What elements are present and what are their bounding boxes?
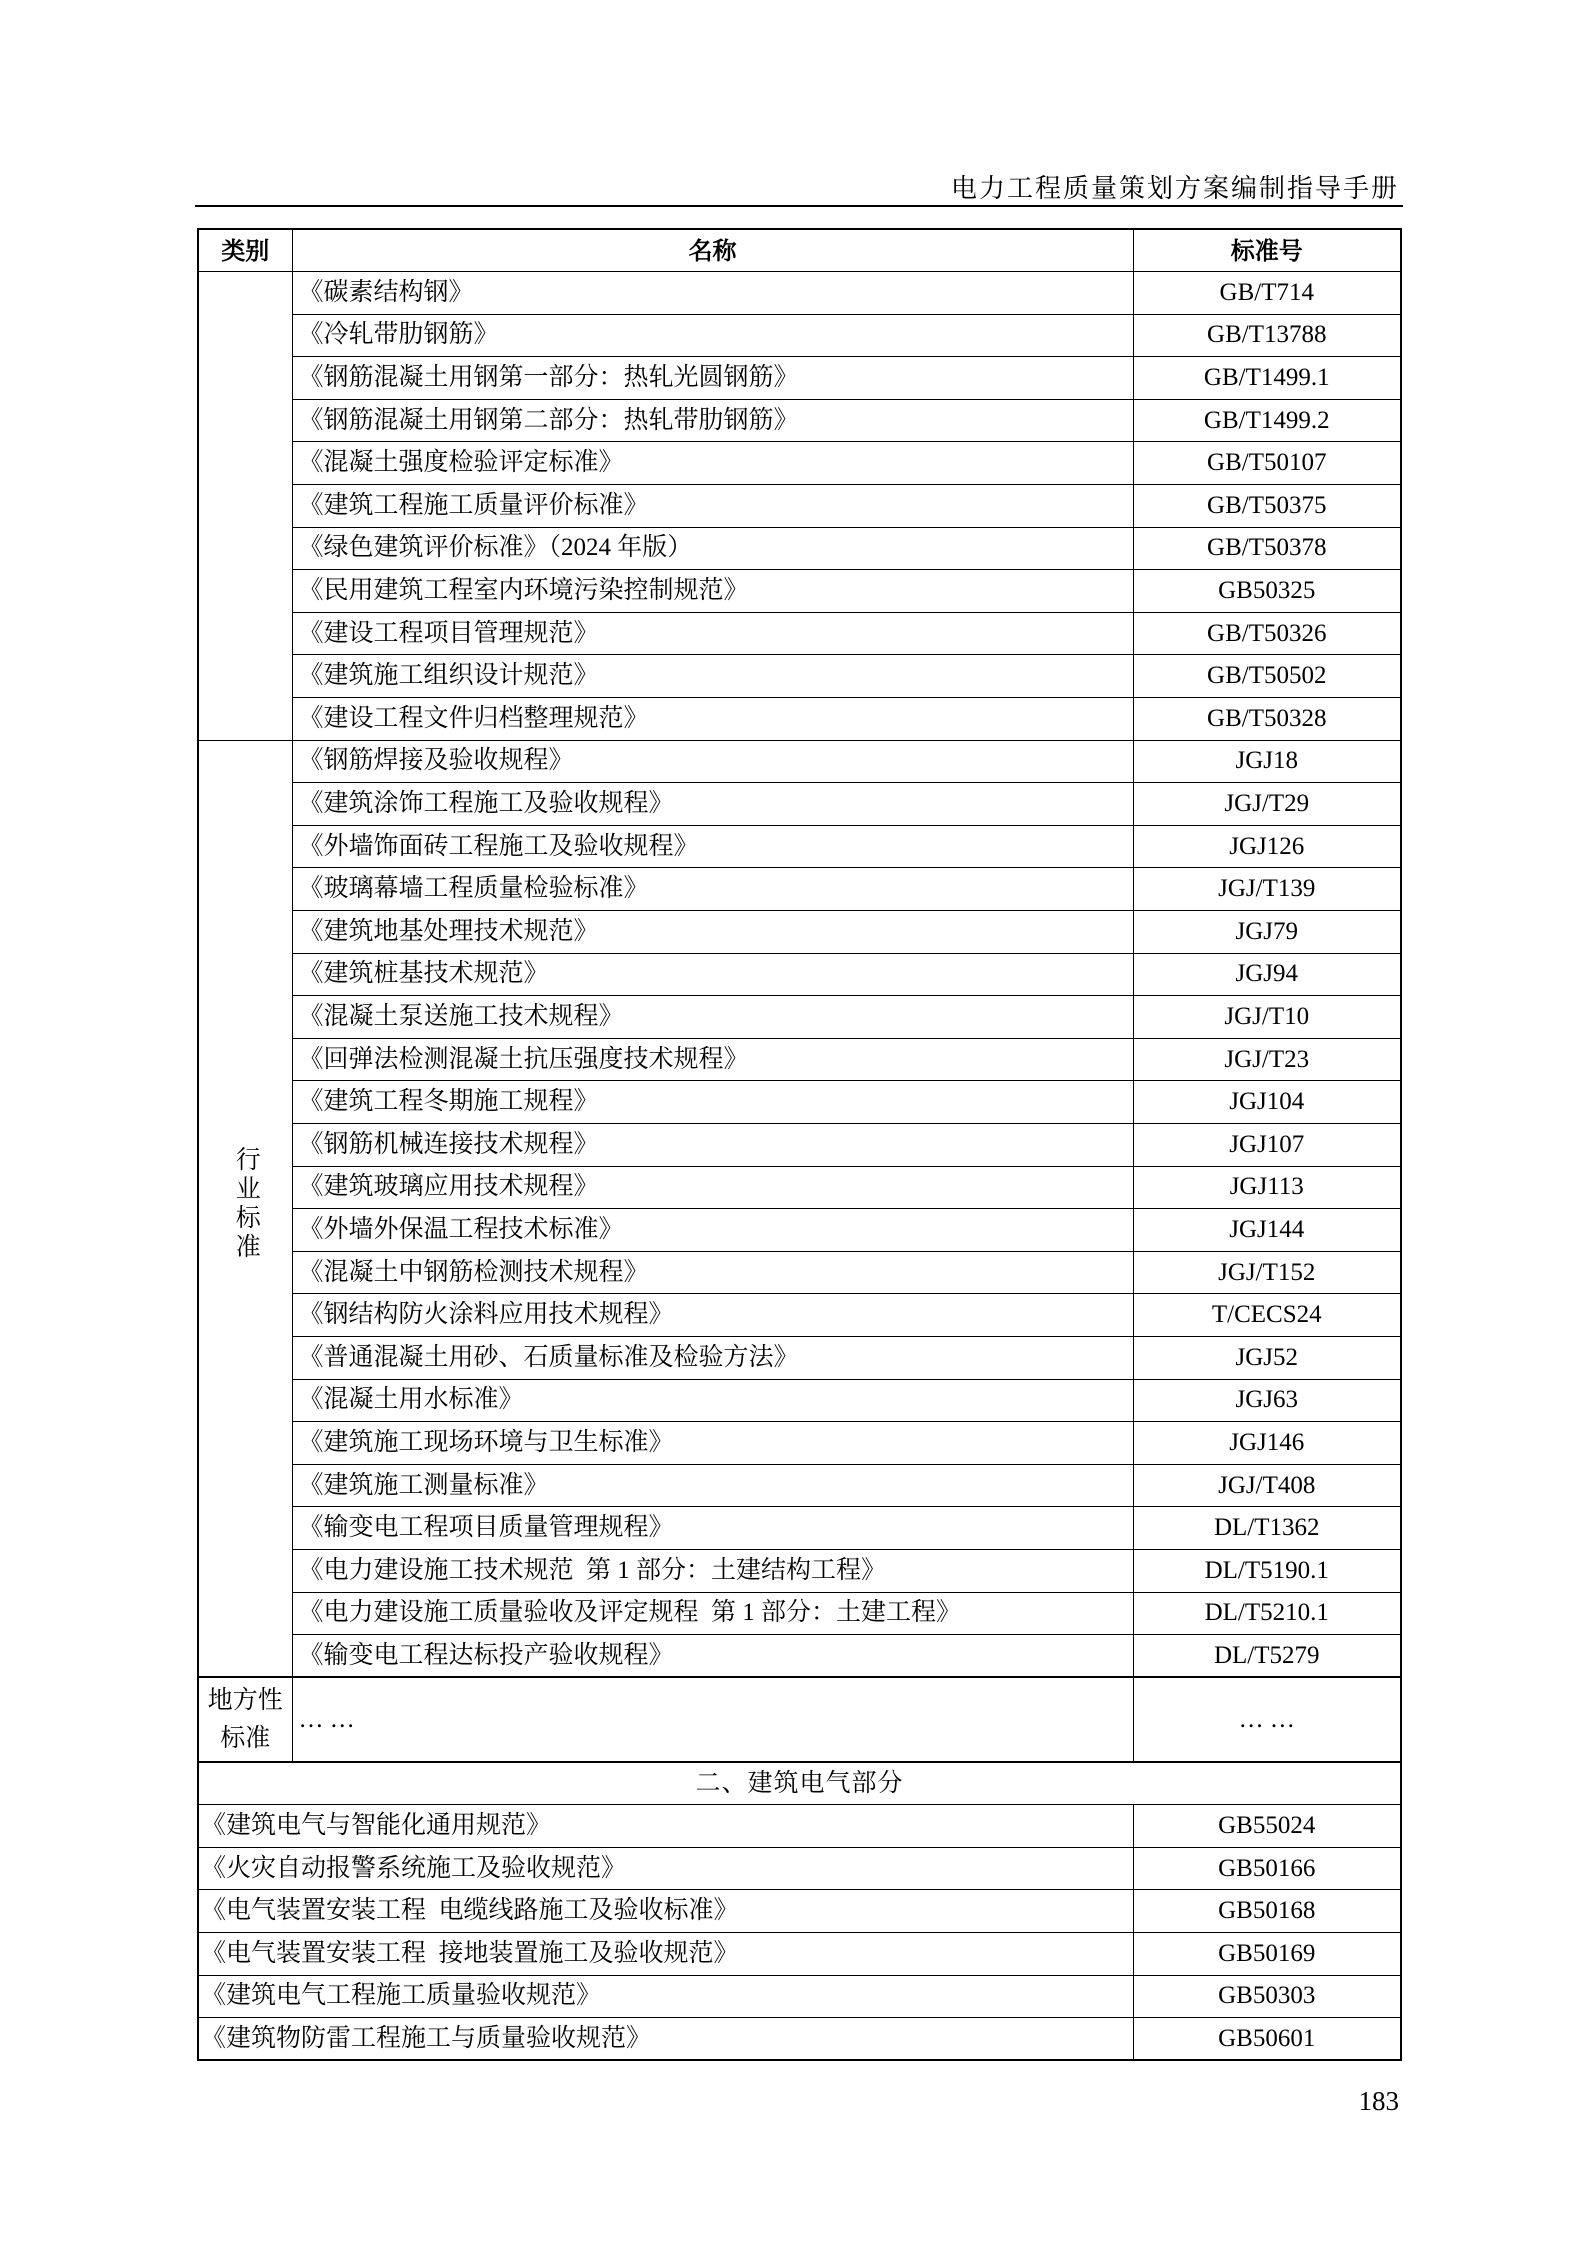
standard-code: JGJ144 <box>1133 1209 1401 1252</box>
table-row <box>198 1464 1401 1507</box>
table-row <box>198 1379 1401 1422</box>
standard-name: 《玻璃幕墙工程质量检验标准》 <box>292 868 1133 911</box>
table-row <box>198 1422 1401 1465</box>
standard-code: T/CECS24 <box>1133 1294 1401 1337</box>
standard-code: GB/T13788 <box>1133 314 1401 357</box>
standard-name: 《建筑涂饰工程施工及验收规程》 <box>292 783 1133 826</box>
table-row <box>198 485 1401 528</box>
category-cell <box>198 272 292 741</box>
standard-code: GB/T1499.1 <box>1133 357 1401 400</box>
standard-code: JGJ/T139 <box>1133 868 1401 911</box>
category-cell <box>198 740 292 1677</box>
local-standard-code: … … <box>1133 1677 1401 1762</box>
table-row <box>198 698 1401 741</box>
local-category-label: 地方性标准 <box>198 1677 292 1762</box>
table-row <box>198 1847 1401 1890</box>
page-number: 183 <box>1358 2086 1399 2116</box>
table-header-row <box>198 229 1401 272</box>
standard-name: 《钢结构防火涂料应用技术规程》 <box>292 1294 1133 1337</box>
standard-name: 《钢筋混凝土用钢第一部分：热轧光圆钢筋》 <box>292 357 1133 400</box>
standard-code: GB/T50328 <box>1133 698 1401 741</box>
standard-code: JGJ63 <box>1133 1379 1401 1422</box>
table-row <box>198 1123 1401 1166</box>
standard-code: JGJ/T29 <box>1133 783 1401 826</box>
standard-name: 《钢筋焊接及验收规程》 <box>292 740 1133 783</box>
standard-code: JGJ18 <box>1133 740 1401 783</box>
table-row <box>198 1635 1401 1678</box>
standard-code: JGJ107 <box>1133 1123 1401 1166</box>
table-row <box>198 570 1401 613</box>
standard-name: 《电气装置安装工程 电缆线路施工及验收标准》 <box>198 1890 1133 1933</box>
standard-name: 《冷轧带肋钢筋》 <box>292 314 1133 357</box>
standard-code: JGJ/T152 <box>1133 1251 1401 1294</box>
standard-name: 《建筑施工测量标准》 <box>292 1464 1133 1507</box>
table-row <box>198 1975 1401 2018</box>
standard-code: GB50601 <box>1133 2018 1401 2061</box>
table-row <box>198 399 1401 442</box>
standards-table <box>197 228 1402 2061</box>
standard-code: JGJ113 <box>1133 1166 1401 1209</box>
standard-code: GB/T50107 <box>1133 442 1401 485</box>
table-row <box>198 314 1401 357</box>
standard-code: GB50166 <box>1133 1847 1401 1890</box>
standard-code: JGJ/T23 <box>1133 1038 1401 1081</box>
standard-name: 《外墙外保温工程技术标准》 <box>292 1209 1133 1252</box>
column-header-code: 标准号 <box>1133 229 1401 272</box>
standard-code: DL/T5279 <box>1133 1635 1401 1678</box>
standard-code: GB55024 <box>1133 1805 1401 1848</box>
table-row <box>198 783 1401 826</box>
standard-name: 《建筑电气与智能化通用规范》 <box>198 1805 1133 1848</box>
standard-code: JGJ104 <box>1133 1081 1401 1124</box>
standard-code: DL/T5190.1 <box>1133 1549 1401 1592</box>
standard-name: 《建筑工程施工质量评价标准》 <box>292 485 1133 528</box>
table-row <box>198 612 1401 655</box>
standard-name: 《钢筋混凝土用钢第二部分：热轧带肋钢筋》 <box>292 399 1133 442</box>
table-row <box>198 868 1401 911</box>
column-header-category: 类别 <box>198 229 292 272</box>
standard-code: JGJ/T408 <box>1133 1464 1401 1507</box>
standard-name: 《电力建设施工质量验收及评定规程 第 1 部分：土建工程》 <box>292 1592 1133 1635</box>
standard-name: 《混凝土中钢筋检测技术规程》 <box>292 1251 1133 1294</box>
standard-code: GB/T1499.2 <box>1133 399 1401 442</box>
standard-name: 《混凝土强度检验评定标准》 <box>292 442 1133 485</box>
standard-name: 《建设工程文件归档整理规范》 <box>292 698 1133 741</box>
standard-name: 《建筑物防雷工程施工与质量验收规范》 <box>198 2018 1133 2061</box>
table-row <box>198 996 1401 1039</box>
standard-name: 《建筑电气工程施工质量验收规范》 <box>198 1975 1133 2018</box>
standard-name: 《民用建筑工程室内环境污染控制规范》 <box>292 570 1133 613</box>
standard-code: JGJ146 <box>1133 1422 1401 1465</box>
standard-name: 《电气装置安装工程 接地装置施工及验收规范》 <box>198 1933 1133 1976</box>
table-row <box>198 1038 1401 1081</box>
table-row <box>198 442 1401 485</box>
standard-code: GB/T50502 <box>1133 655 1401 698</box>
table-row <box>198 1081 1401 1124</box>
table-row <box>198 1933 1401 1976</box>
standard-name: 《输变电工程项目质量管理规程》 <box>292 1507 1133 1550</box>
standard-code: GB/T50326 <box>1133 612 1401 655</box>
standard-name: 《混凝土泵送施工技术规程》 <box>292 996 1133 1039</box>
header-rule <box>195 205 1403 207</box>
standard-code: GB50168 <box>1133 1890 1401 1933</box>
table-row <box>198 1209 1401 1252</box>
standard-code: GB/T714 <box>1133 272 1401 315</box>
section-title-row <box>198 1762 1401 1805</box>
standard-code: GB50325 <box>1133 570 1401 613</box>
standard-name: 《电力建设施工技术规范 第 1 部分：土建结构工程》 <box>292 1549 1133 1592</box>
table-row <box>198 1251 1401 1294</box>
table-row <box>198 1592 1401 1635</box>
standard-code: DL/T5210.1 <box>1133 1592 1401 1635</box>
standard-code: JGJ52 <box>1133 1336 1401 1379</box>
table-row <box>198 740 1401 783</box>
standard-code: JGJ126 <box>1133 825 1401 868</box>
standard-name: 《回弹法检测混凝土抗压强度技术规程》 <box>292 1038 1133 1081</box>
table-row <box>198 1507 1401 1550</box>
table-row <box>198 655 1401 698</box>
local-standard-row <box>198 1677 1401 1762</box>
table-row <box>198 2018 1401 2061</box>
standard-name: 《建筑桩基技术规范》 <box>292 953 1133 996</box>
table-body <box>198 272 1401 2061</box>
standard-code: JGJ79 <box>1133 911 1401 954</box>
column-header-name: 名称 <box>292 229 1133 272</box>
table-row <box>198 1805 1401 1848</box>
standard-name: 《碳素结构钢》 <box>292 272 1133 315</box>
standard-code: GB/T50375 <box>1133 485 1401 528</box>
standard-code: GB50169 <box>1133 1933 1401 1976</box>
table-row <box>198 1890 1401 1933</box>
table-row <box>198 1336 1401 1379</box>
section-title: 二、建筑电气部分 <box>198 1762 1401 1805</box>
running-header-title: 电力工程质量策划方案编制指导手册 <box>950 174 1399 203</box>
standard-code: GB50303 <box>1133 1975 1401 2018</box>
standard-code: GB/T50378 <box>1133 527 1401 570</box>
table-row <box>198 1166 1401 1209</box>
standard-name: 《钢筋机械连接技术规程》 <box>292 1123 1133 1166</box>
standard-code: JGJ/T10 <box>1133 996 1401 1039</box>
standard-name: 《建筑工程冬期施工规程》 <box>292 1081 1133 1124</box>
standard-name: 《混凝土用水标准》 <box>292 1379 1133 1422</box>
table-row <box>198 1294 1401 1337</box>
table-row <box>198 911 1401 954</box>
standard-code: DL/T1362 <box>1133 1507 1401 1550</box>
table-row <box>198 1549 1401 1592</box>
standard-name: 《建筑地基处理技术规范》 <box>292 911 1133 954</box>
table-row <box>198 527 1401 570</box>
standards-table-container <box>197 228 1402 2061</box>
standard-name: 《建筑施工组织设计规范》 <box>292 655 1133 698</box>
standard-name: 《建筑施工现场环境与卫生标准》 <box>292 1422 1133 1465</box>
standard-name: 《输变电工程达标投产验收规程》 <box>292 1635 1133 1678</box>
standard-name: 《建设工程项目管理规范》 <box>292 612 1133 655</box>
local-standard-name: … … <box>292 1677 1133 1762</box>
category-label: 行业标准 <box>232 1146 260 1263</box>
standard-code: JGJ94 <box>1133 953 1401 996</box>
table-row <box>198 357 1401 400</box>
standard-name: 《外墙饰面砖工程施工及验收规程》 <box>292 825 1133 868</box>
table-row <box>198 825 1401 868</box>
standard-name: 《绿色建筑评价标准》（2024 年版） <box>292 527 1133 570</box>
standard-name: 《普通混凝土用砂、石质量标准及检验方法》 <box>292 1336 1133 1379</box>
standard-name: 《建筑玻璃应用技术规程》 <box>292 1166 1133 1209</box>
table-row <box>198 953 1401 996</box>
table-row <box>198 272 1401 315</box>
standard-name: 《火灾自动报警系统施工及验收规范》 <box>198 1847 1133 1890</box>
